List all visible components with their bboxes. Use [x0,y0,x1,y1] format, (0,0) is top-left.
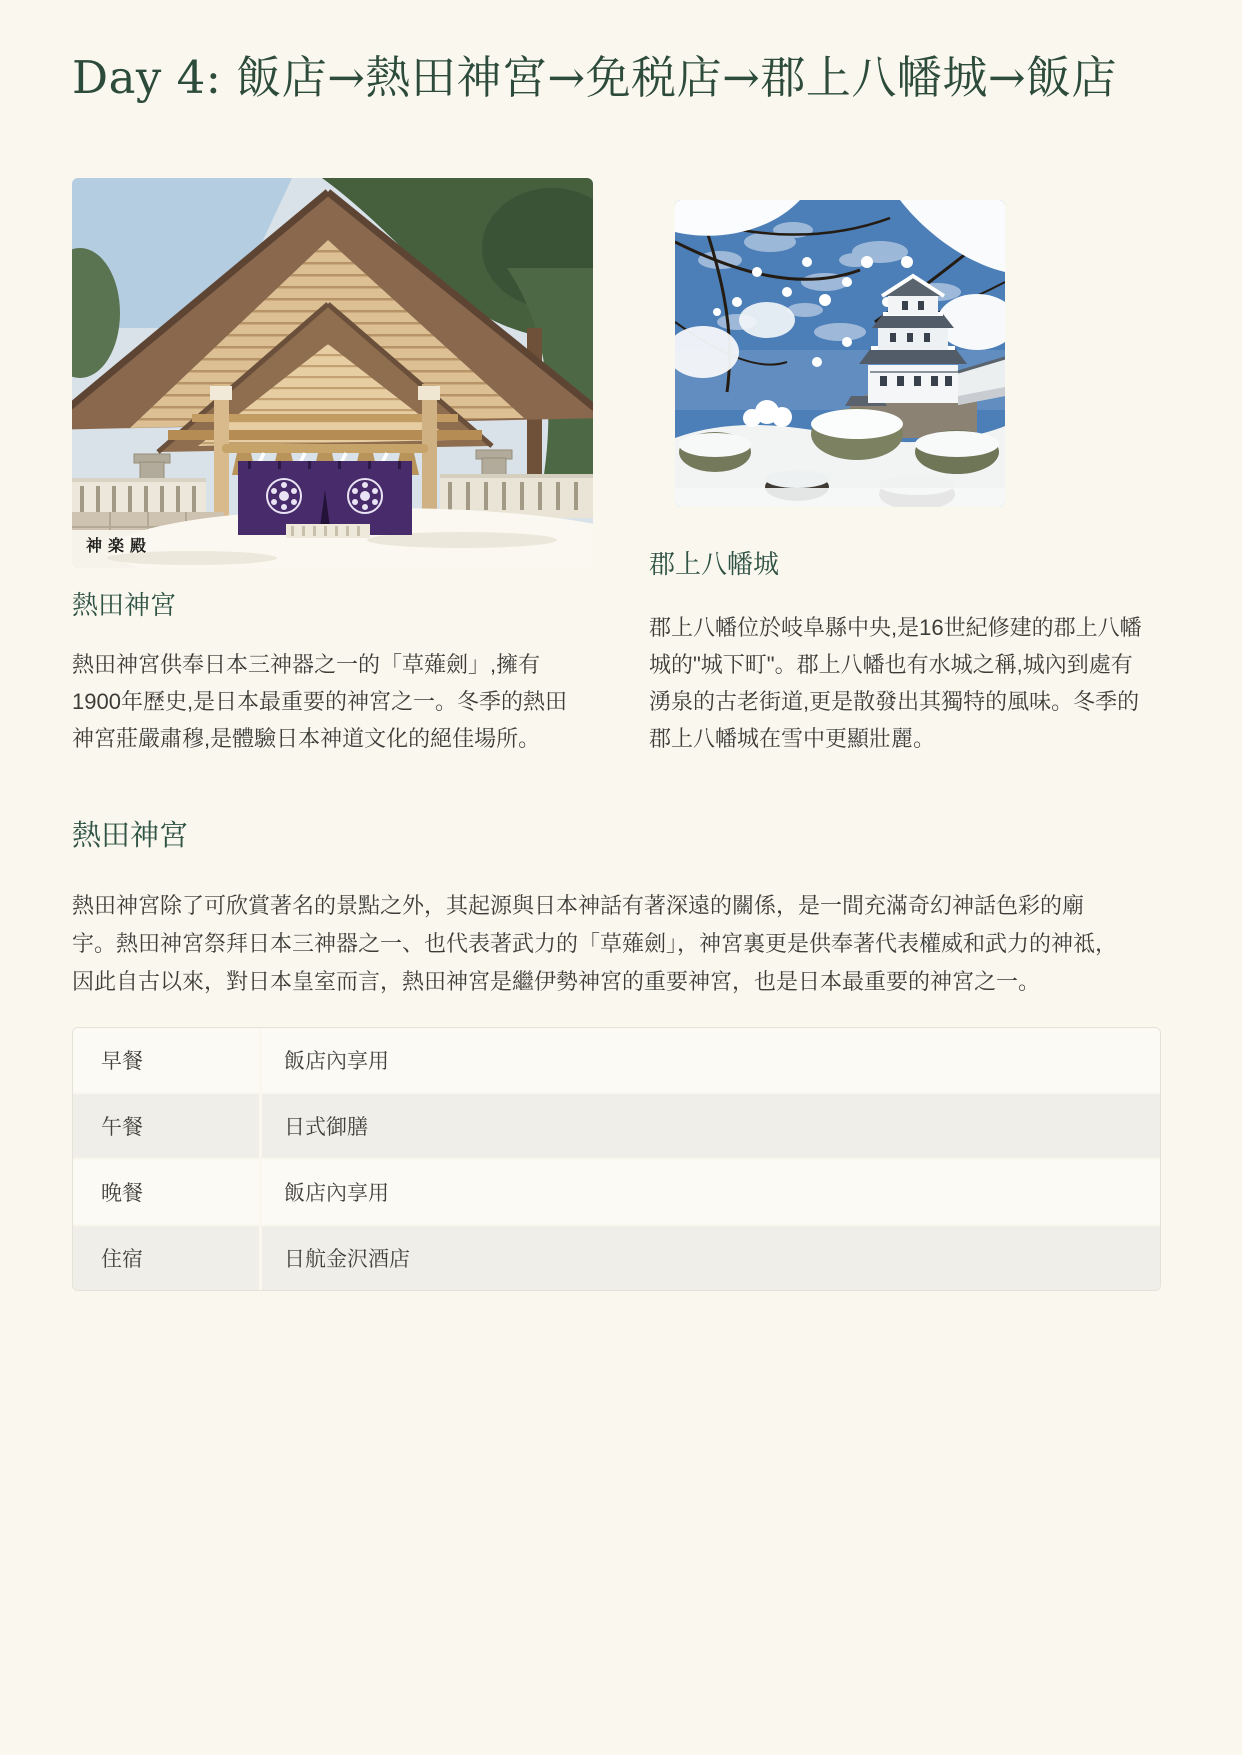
paragraph-line: 熱田神宮供奉日本三神器之一的「草薙劍」,擁有 [72,652,541,677]
paragraph-line: 郡上八幡城在雪中更顯壯麗。 [649,726,936,751]
paragraph-line: 郡上八幡位於岐阜縣中央,是16世紀修建的郡上八幡 [649,615,1142,640]
paragraph-line: 1900年歷史,是日本最重要的神宮之一。冬季的熱田 [72,689,568,714]
gujo-castle-illustration [675,200,1005,507]
row-label-cell: 午餐 [73,1094,259,1158]
gujo-castle-photo [675,200,1005,507]
paragraph-line: 宇。熱田神宮祭拜日本三神器之一、也代表著武力的「草薙劍」，神宮裏更是供奉著代表權威和武力的神祗， [72,931,1118,956]
right-column [649,178,1170,757]
paragraph-line: 因此自古以來，對日本皇室而言，熱田神宮是繼伊勢神宮的重要神宮，也是日本最重要的神宮之一。 [72,969,1041,994]
paragraph-line: 神宮莊嚴肅穆,是體驗日本神道文化的絕佳場所。 [72,726,541,751]
left-column [72,178,593,757]
photo-inner-label: 神楽殿 [86,538,153,555]
table-row [73,1160,1160,1224]
table-row [73,1028,1160,1092]
row-value-cell: 日航金沢酒店 [262,1226,1160,1290]
paragraph-line: 湧泉的古老街道,更是散發出其獨特的風味。冬季的 [649,689,1140,714]
right-column-heading: 郡上八幡城 [649,549,780,579]
paragraph-line: 城的"城下町"。郡上八幡也有水城之稱,城內到處有 [649,652,1133,677]
page-title: Day 4: 飯店→熱田神宮→免税店→郡上八幡城→飯店 [72,51,1118,104]
paragraph-line: 熱田神宮除了可欣賞著名的景點之外，其起源與日本神話有著深遠的關係，是一間充滿奇幻神話色彩的廟 [72,893,1085,918]
left-column-heading: 熱田神宮 [72,590,177,620]
row-value-cell: 日式御膳 [262,1094,1160,1158]
two-column-section [72,178,1170,757]
atsuta-shrine-illustration [72,178,593,568]
section-heading: 熱田神宮 [72,820,189,852]
atsuta-shrine-photo [72,178,593,568]
row-value-cell: 飯店內享用 [262,1160,1160,1224]
meal-table [72,1027,1161,1291]
entrance-fence [286,524,370,538]
table-row [73,1094,1160,1158]
row-value-cell: 飯店內享用 [262,1028,1160,1092]
row-label-cell: 住宿 [73,1226,259,1290]
right-column-paragraph [649,609,1170,757]
row-label-cell: 晚餐 [73,1160,259,1224]
section-paragraph [72,887,1170,1001]
noren-curtain [238,461,412,535]
row-label-cell: 早餐 [73,1028,259,1092]
left-column-paragraph [72,646,593,757]
table-row [73,1226,1160,1290]
